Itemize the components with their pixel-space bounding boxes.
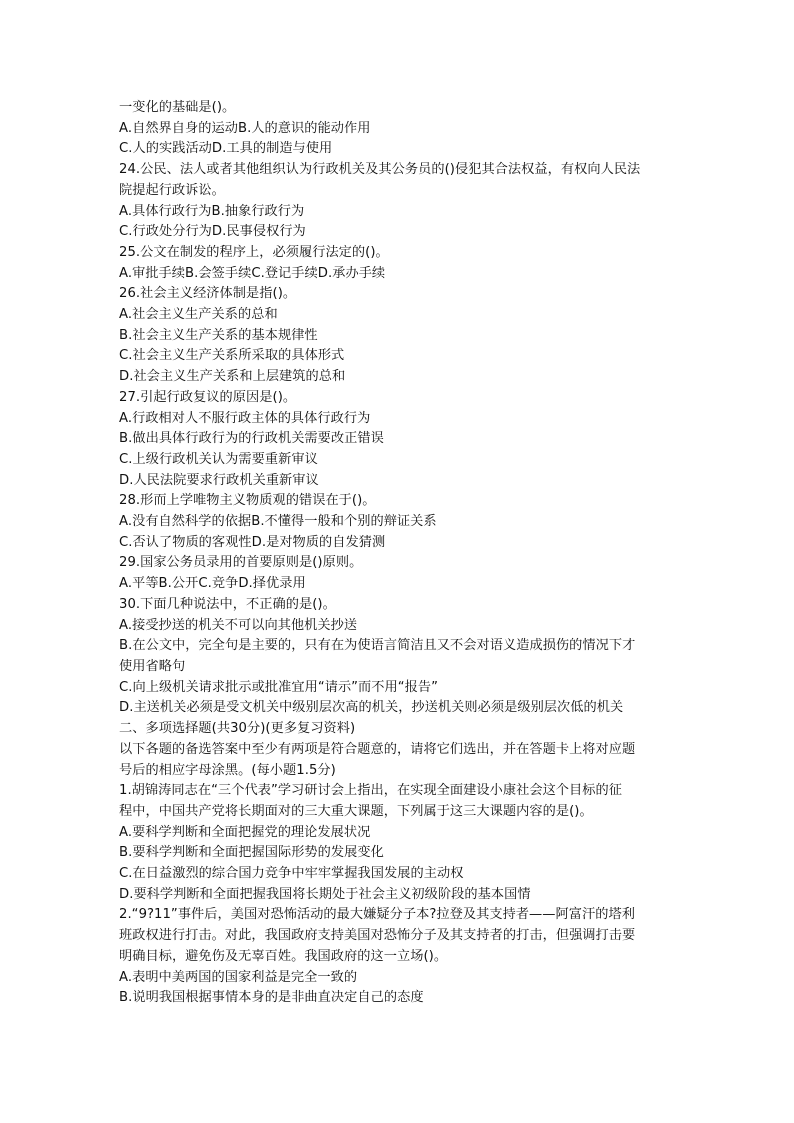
text-line: C.上级行政机关认为需要重新审议 [119,451,318,467]
text-line: B.在公文中，完全句是主要的，只有在为使语言简洁且又不会对语义造成损伤的情况下才 [119,638,636,654]
text-line: A.具体行政行为B.抽象行政行为 [119,203,305,219]
text-line: A.行政相对人不服行政主体的具体行政行为 [119,410,371,426]
text-line: 27.引起行政复议的原因是()。 [119,389,297,405]
text-line: D.要科学判断和全面把握我国将长期处于社会主义初级阶段的基本国情 [119,886,531,902]
text-line: C.行政处分行为D.民事侵权行为 [119,224,306,240]
text-line: 使用省略句 [119,658,186,674]
text-line: 30.下面几种说法中，不正确的是()。 [119,596,336,612]
document-page [119,98,679,1009]
text-line: B.要科学判断和全面把握国际形势的发展变化 [119,845,384,861]
text-line: 28.形而上学唯物主义物质观的错误在于()。 [119,493,376,509]
text-line: 一变化的基础是()。 [119,100,236,115]
text-line: 2.“9?11”事件后，美国对恐怖活动的最大嫌疑分子本?拉登及其支持者——阿富汗的塔利 [119,907,635,923]
text-line: A.表明中美两国的国家利益是完全一致的 [119,969,358,985]
text-line: D.人民法院要求行政机关重新审议 [119,472,319,488]
text-line: C.在日益激烈的综合国力竞争中牢牢掌握我国发展的主动权 [119,866,464,882]
text-line: 以下各题的备选答案中至少有两项是符合题意的，请将它们选出，并在答题卡上将对应题 [119,741,636,757]
text-line: A.社会主义生产关系的总和 [119,307,278,323]
text-line: A.要科学判断和全面把握党的理论发展状况 [119,824,371,840]
text-line: C.社会主义生产关系所采取的具体形式 [119,348,345,364]
text-line: A.自然界自身的运动B.人的意识的能动作用 [119,120,371,136]
text-line: C.向上级机关请求批示或批准宜用“请示”而不用“报告” [119,679,439,695]
text-line: B.做出具体行政行为的行政机关需要改正错误 [119,431,384,447]
text-line: B.说明我国根据事情本身的是非曲直决定自己的态度 [119,990,424,1006]
text-line: 1.胡锦涛同志在“三个代表”学习研讨会上指出，在实现全面建设小康社会这个目标的征 [119,783,622,799]
text-line: C.否认了物质的客观性D.是对物质的自发猜测 [119,534,386,550]
text-line: D.主送机关必须是受文机关中级别层次高的机关，抄送机关则必须是级别层次低的机关 [119,700,624,716]
text-line: 明确目标，避免伤及无辜百姓。我国政府的这一立场()。 [119,948,448,964]
text-line: C.人的实践活动D.工具的制造与使用 [119,141,333,157]
text-line: A.没有自然科学的依据B.不懂得一般和个别的辩证关系 [119,514,437,530]
text-line: A.接受抄送的机关不可以向其他机关抄送 [119,617,358,633]
text-line: A.审批手续B.会签手续C.登记手续D.承办手续 [119,265,386,281]
text-line: A.平等B.公开C.竞争D.择优录用 [119,576,306,592]
text-line: B.社会主义生产关系的基本规律性 [119,327,318,343]
text-line: 29.国家公务员录用的首要原则是()原则。 [119,555,363,571]
text-line: 二、多项选择题(共30分)(更多复习资料) [119,721,356,737]
text-line: 班政权进行打击。对此，我国政府支持美国对恐怖分子及其支持者的打击，但强调打击要 [119,928,636,944]
text-line: 院提起行政诉讼。 [119,182,225,198]
text-line: D.社会主义生产关系和上层建筑的总和 [119,369,346,385]
text-line: 25.公文在制发的程序上，必须履行法定的()。 [119,244,389,260]
text-line: 24.公民、法人或者其他组织认为行政机关及其公务员的()侵犯其合法权益，有权向人民法 [119,162,641,178]
text-line: 26.社会主义经济体制是指()。 [119,286,297,302]
text-line: 号后的相应字母涂黑。(每小题1.5分) [119,762,336,778]
text-line: 程中，中国共产党将长期面对的三大重大课题，下列属于这三大课题内容的是()。 [119,803,593,819]
